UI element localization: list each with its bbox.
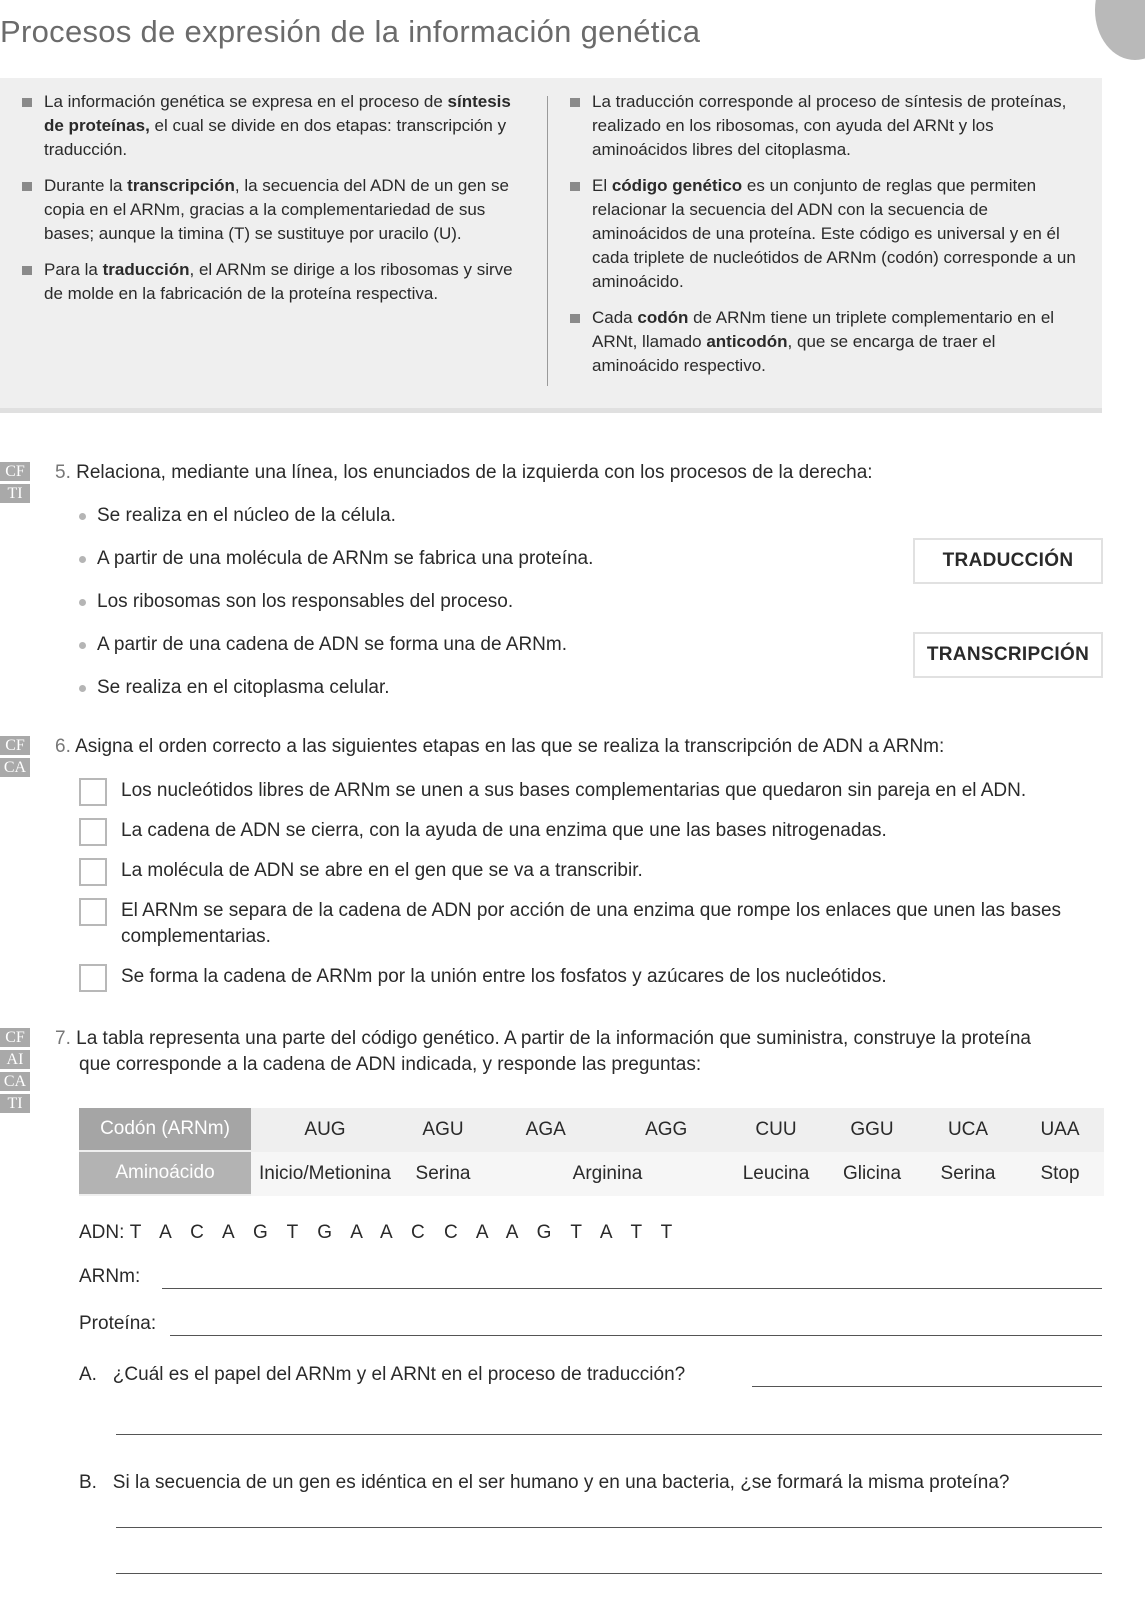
summary-item: La información genética se expresa en el proceso de síntesis de proteínas, el cual se divide en dos etapas: transcripción y traducción. [22,90,522,162]
order-step: Los nucleótidos libres de ARNm se unen a sus bases complementarias que quedaron sin pareja en el ADN. [79,778,1109,804]
codon-cell: UCA [920,1108,1016,1152]
summary-item: La traducción corresponde al proceso de síntesis de proteínas, realizado en los ribosomas, con ayuda del ARNt y los aminoácidos libres del citoplasma. [570,90,1080,162]
codon-cell: AGA [487,1108,604,1152]
amino-cell: Serina [399,1152,487,1196]
arnm-answer-line[interactable] [162,1288,1102,1289]
amino-cell: Arginina [487,1152,728,1196]
protein-answer-line[interactable] [170,1335,1102,1336]
tag-ti: TI [0,484,30,503]
dna-sequence-line: ADN: T A C A G T G A A C C A A G T A T T [79,1222,680,1243]
dna-sequence: T A C A G T G A A C C A A G T A T T [129,1222,680,1243]
competency-tags [0,736,32,780]
summary-item: El código genético es un conjunto de reglas que permiten relacionar la secuencia del ADN con la secuencia de aminoácidos de una proteína. Este código es universal y en él cada triplete de nucleótidos de ARNm (codón) corresponde a un aminoácido. [570,174,1080,294]
competency-tags [0,1028,32,1116]
tag-cf: CF [0,462,30,481]
answer-a-line[interactable] [116,1434,1102,1435]
question-6-prompt: 6. Asigna el orden correcto a las siguientes etapas en las que se realiza la transcripción de ADN a ARNm: [55,736,945,757]
square-bullet-icon [570,314,580,323]
question-number: 5. [55,462,71,483]
order-step: La cadena de ADN se cierra, con la ayuda de una enzima que une las bases nitrogenadas. [79,818,1109,844]
competency-tags [0,462,32,506]
codon-cell: GGU [824,1108,920,1152]
tag-ti: TI [0,1094,30,1113]
genetic-code-table [79,1108,1104,1196]
codon-cell: AGG [604,1108,728,1152]
arnm-label: ARNm: [79,1266,141,1287]
protein-label: Proteína: [79,1313,157,1334]
tag-cf: CF [0,1028,30,1047]
page-title: Procesos de expresión de la información genética [0,14,701,49]
page-corner-tab [1095,0,1145,60]
codon-cell: CUU [728,1108,824,1152]
order-input-box[interactable] [79,858,107,886]
codon-cell: AUG [251,1108,399,1152]
tag-cf: CF [0,736,30,755]
answer-b-line[interactable] [116,1573,1102,1574]
statement-item: Los ribosomas son los responsables del proceso. [79,589,513,615]
order-input-box[interactable] [79,898,107,926]
order-input-box[interactable] [79,778,107,806]
summary-item: Durante la transcripción, la secuencia del ADN de un gen se copia en el ARNm, gracias a la complementariedad de sus bases; aunque la timina (T) se sustituye por uracilo (U). [22,174,522,246]
amino-acid-row [79,1152,1104,1196]
summary-right-column [570,90,1080,390]
answer-a-line[interactable] [752,1386,1102,1387]
codon-cell: AGU [399,1108,487,1152]
summary-divider [547,96,548,386]
question-number: 7. [55,1028,71,1049]
order-input-box[interactable] [79,818,107,846]
dot-bullet-icon [79,556,86,563]
square-bullet-icon [570,182,580,191]
summary-item: Para la traducción, el ARNm se dirige a los ribosomas y sirve de molde en la fabricación de la proteína respectiva. [22,258,522,306]
codon-cell: UAA [1016,1108,1104,1152]
amino-cell: Inicio/Metionina [251,1152,399,1196]
process-traduccion[interactable]: TRADUCCIÓN [913,538,1103,584]
codon-row [79,1108,1104,1152]
dot-bullet-icon [79,513,86,520]
question-a: A. ¿Cuál es el papel del ARNm y el ARNt en el proceso de traducción? [79,1364,686,1385]
tag-ai: AI [0,1050,30,1069]
question-b: B. Si la secuencia de un gen es idéntica en el ser humano y en una bacteria, ¿se formará la misma proteína? [79,1472,1010,1493]
statement-item: A partir de una cadena de ADN se forma una de ARNm. [79,632,567,658]
amino-cell: Glicina [824,1152,920,1196]
dot-bullet-icon [79,685,86,692]
dot-bullet-icon [79,599,86,606]
question-5-prompt: 5. Relaciona, mediante una línea, los enunciados de la izquierda con los procesos de la derecha: [55,462,873,483]
summary-left-column [22,90,522,318]
order-step: La molécula de ADN se abre en el gen que se va a transcribir. [79,858,1109,884]
table-header-codon: Codón (ARNm) [79,1108,251,1152]
table-header-amino: Aminoácido [79,1152,251,1196]
square-bullet-icon [22,182,32,191]
summary-box [0,78,1102,413]
square-bullet-icon [570,98,580,107]
summary-item: Cada codón de ARNm tiene un triplete complementario en el ARNt, llamado anticodón, que se encarga de traer el aminoácido respectivo. [570,306,1080,378]
square-bullet-icon [22,266,32,275]
tag-ca: CA [0,1072,30,1091]
amino-cell: Leucina [728,1152,824,1196]
order-input-box[interactable] [79,964,107,992]
process-transcripcion[interactable]: TRANSCRIPCIÓN [913,632,1103,678]
statement-item: A partir de una molécula de ARNm se fabrica una proteína. [79,546,593,572]
question-number: 6. [55,736,71,757]
statement-item: Se realiza en el citoplasma celular. [79,675,390,701]
dot-bullet-icon [79,642,86,649]
answer-b-line[interactable] [116,1527,1102,1528]
amino-cell: Stop [1016,1152,1104,1196]
question-7-prompt: 7. La tabla representa una parte del código genético. A partir de la información que suministra, construye la proteína que corresponde a la cadena de ADN indicada, y responde las preguntas: [55,1028,1031,1075]
order-step: Se forma la cadena de ARNm por la unión entre los fosfatos y azúcares de los nucleótidos. [79,964,1109,990]
statement-item: Se realiza en el núcleo de la célula. [79,503,396,529]
tag-ca: CA [0,758,30,777]
order-step: El ARNm se separa de la cadena de ADN por acción de una enzima que rompe los enlaces que unen las bases complementarias. [79,898,1109,950]
square-bullet-icon [22,98,32,107]
amino-cell: Serina [920,1152,1016,1196]
